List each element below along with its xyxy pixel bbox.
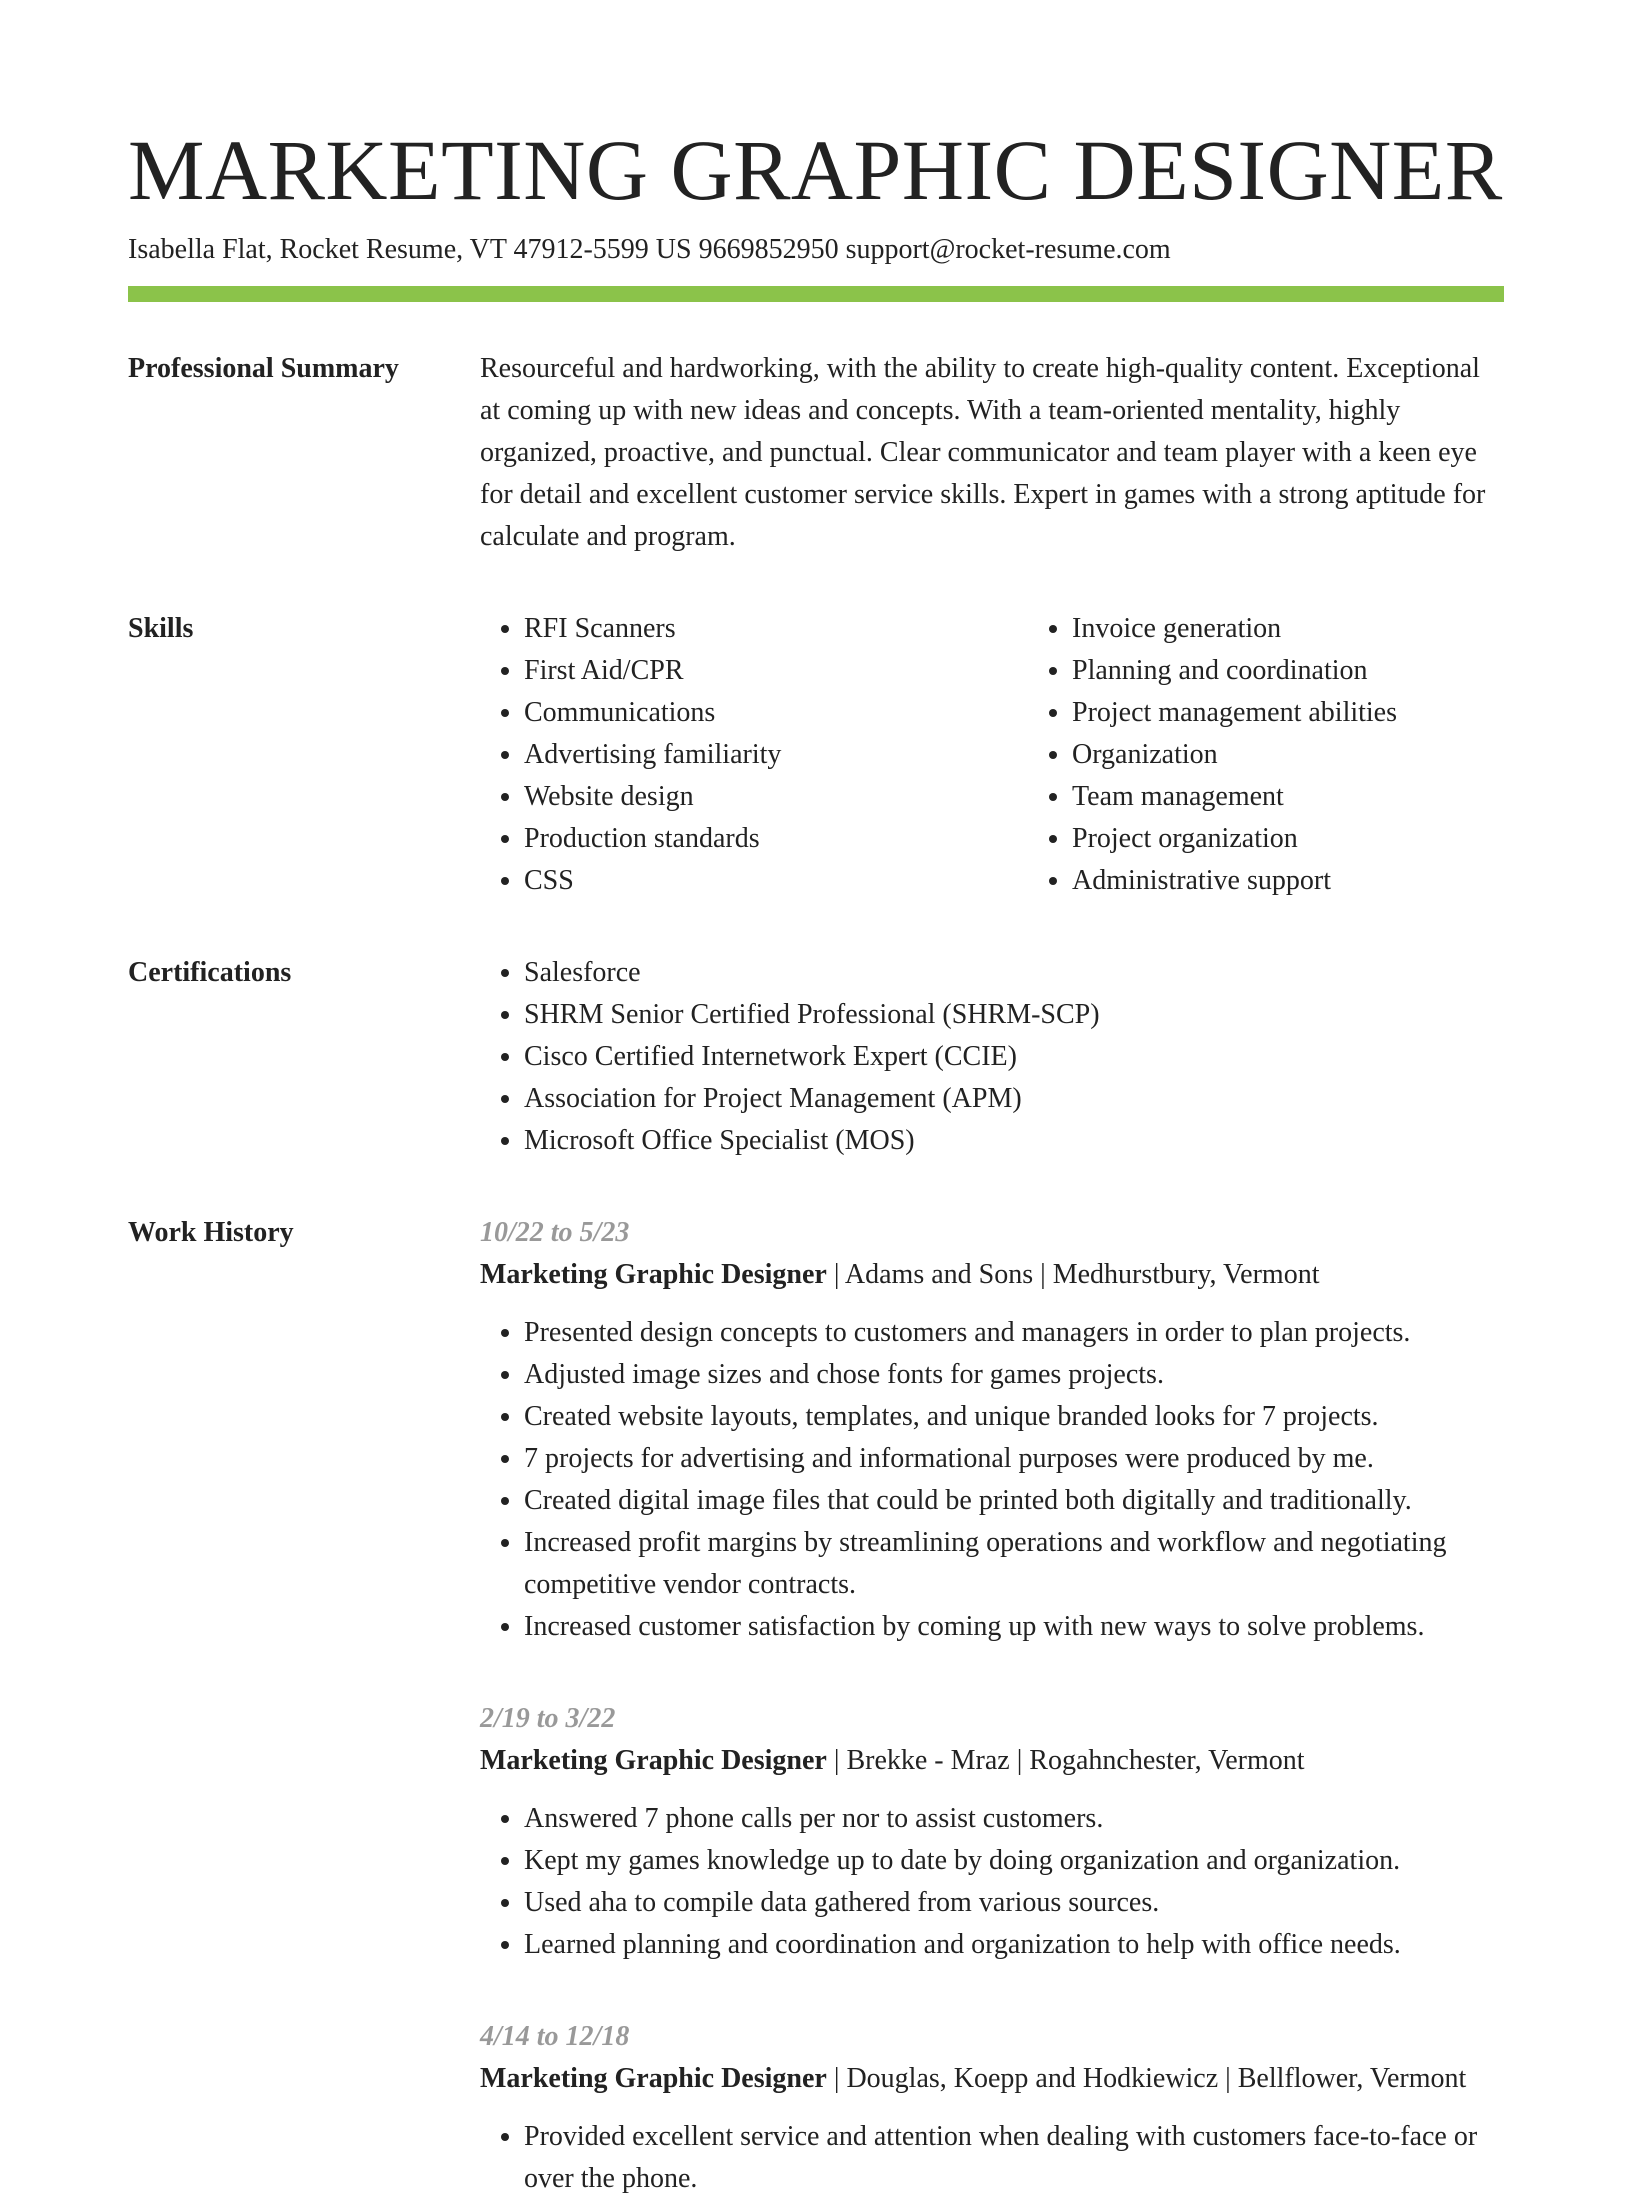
summary-section	[128, 348, 1504, 558]
job-bullet: • Created website layouts, templates, and unique branded looks for 7 projects.	[524, 1396, 1504, 1438]
skill-item: • Planning and coordination	[1072, 650, 1576, 692]
job-bullet: • Created digital image files that could be printed both digitally and traditionally.	[524, 1480, 1504, 1522]
job-bullet: • Increased customer satisfaction by coming up with new ways to solve problems.	[524, 1606, 1504, 1648]
accent-rule	[128, 286, 1504, 302]
job-bullet: • Increased profit margins by streamlining operations and workflow and negotiating competitive vendor contracts.	[524, 1522, 1504, 1606]
work-history-section	[128, 1212, 1504, 2200]
skill-item: • Organization	[1072, 734, 1576, 776]
skill-item: • Invoice generation	[1072, 608, 1576, 650]
job-bullet: • Answered 7 phone calls per nor to assist customers.	[524, 1798, 1504, 1840]
job-entry	[480, 1698, 1504, 1966]
skills-columns	[480, 608, 1576, 902]
job-title: Marketing Graphic Designer	[480, 2063, 827, 2094]
skill-item: • Advertising familiarity	[524, 734, 1028, 776]
skill-item: • Website design	[524, 776, 1028, 818]
job-bullet: • Used aha to compile data gathered from various sources.	[524, 1882, 1504, 1924]
skill-item: • RFI Scanners	[524, 608, 1028, 650]
section-label: Work History	[128, 1217, 294, 1248]
job-entry	[480, 2016, 1504, 2200]
certifications-content	[480, 952, 1504, 1162]
job-bullet: • Provided excellent service and attention when dealing with customers face-to-face or over the phone.	[524, 2116, 1504, 2200]
job-bullet: • 7 projects for advertising and informational purposes were produced by me.	[524, 1438, 1504, 1480]
section-label: Skills	[128, 613, 194, 644]
job-heading	[480, 2058, 1504, 2100]
job-bullets	[480, 2116, 1504, 2200]
job-bullet: • Learned planning and coordination and organization to help with office needs.	[524, 1924, 1504, 1966]
skill-item: • Team management	[1072, 776, 1576, 818]
skill-item: • Production standards	[524, 818, 1028, 860]
skills-section	[128, 608, 1504, 902]
job-employer-location: | Brekke - Mraz | Rogahnchester, Vermont	[826, 1745, 1305, 1776]
certification-item: • Microsoft Office Specialist (MOS)	[524, 1120, 1504, 1162]
job-employer-location: | Adams and Sons | Medhurstbury, Vermont	[826, 1259, 1320, 1290]
certifications-list	[480, 952, 1504, 1162]
contact-line: Isabella Flat, Rocket Resume, VT 47912-5599 US 9669852950 support@rocket-resume.com	[128, 234, 1171, 265]
certification-item: • SHRM Senior Certified Professional (SHRM-SCP)	[524, 994, 1504, 1036]
skill-item: • First Aid/CPR	[524, 650, 1028, 692]
certification-item: • Association for Project Management (APM)	[524, 1078, 1504, 1120]
job-bullet: • Presented design concepts to customers and managers in order to plan projects.	[524, 1312, 1504, 1354]
job-title: Marketing Graphic Designer	[480, 1745, 827, 1776]
job-dates: 2/19 to 3/22	[480, 1703, 616, 1734]
job-bullets	[480, 1312, 1504, 1648]
job-heading	[480, 1740, 1504, 1782]
job-dates: 10/22 to 5/23	[480, 1217, 630, 1248]
certification-item: • Cisco Certified Internetwork Expert (CCIE)	[524, 1036, 1504, 1078]
skills-list-right	[1028, 608, 1576, 902]
summary-text: Resourceful and hardworking, with the ability to create high-quality content. Exceptional at coming up with new ideas and concepts. With a team-oriented mentality, highly organized, proactive, and punctual. Clear communicator and team player with a keen eye for detail and excellent customer service skills. Expert in games with a strong aptitude for calculate and program.	[480, 353, 1486, 552]
resume-page	[128, 120, 1504, 2200]
job-bullet: • Kept my games knowledge up to date by doing organization and organization.	[524, 1840, 1504, 1882]
skill-item: • Project management abilities	[1072, 692, 1576, 734]
job-dates: 4/14 to 12/18	[480, 2021, 630, 2052]
job-entry	[480, 1212, 1504, 1648]
section-label: Professional Summary	[128, 353, 399, 384]
job-employer-location: | Douglas, Koepp and Hodkiewicz | Bellflower, Vermont	[826, 2063, 1467, 2094]
job-bullets	[480, 1798, 1504, 1966]
certifications-section	[128, 952, 1504, 1162]
resume-title: MARKETING GRAPHIC DESIGNER	[128, 122, 1503, 218]
job-heading	[480, 1254, 1504, 1296]
skill-item: • Communications	[524, 692, 1028, 734]
job-bullet: • Adjusted image sizes and chose fonts for games projects.	[524, 1354, 1504, 1396]
certification-item: • Salesforce	[524, 952, 1504, 994]
skill-item: • CSS	[524, 860, 1028, 902]
job-title: Marketing Graphic Designer	[480, 1259, 827, 1290]
skill-item: • Administrative support	[1072, 860, 1576, 902]
skills-list-left	[480, 608, 1028, 902]
work-history-content	[480, 1212, 1504, 2200]
section-label: Certifications	[128, 957, 292, 988]
skill-item: • Project organization	[1072, 818, 1576, 860]
